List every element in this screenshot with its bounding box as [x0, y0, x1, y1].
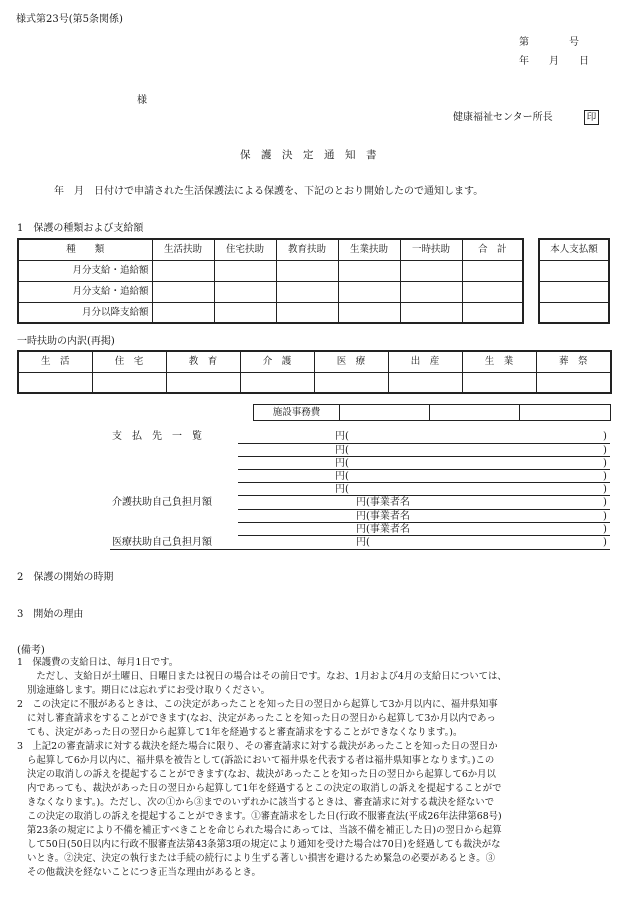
remark-line: 1 保護費の支給日は、毎月1日です。 [17, 657, 179, 668]
amount-cell [214, 302, 276, 323]
addressee-suffix: 様 [137, 95, 147, 106]
care-yen-2: 円(事業者名 [356, 511, 410, 522]
temp-amount-cell [388, 372, 462, 393]
col-header-total: 合 計 [462, 239, 523, 260]
payee-yen-5: 円( [335, 484, 349, 495]
section3-heading: 3 開始の理由 [17, 609, 84, 620]
payee-close-2: ) [603, 445, 607, 456]
payee-line [238, 469, 610, 470]
payee-close-1: ) [603, 431, 607, 442]
self-pay-cell [539, 281, 609, 302]
temporary-breakdown-table [17, 350, 612, 394]
care-close-3: ) [603, 524, 607, 535]
row-label: 月分支給・追給額 [18, 260, 152, 281]
benefit-amount-table [17, 238, 524, 324]
care-yen-3: 円(事業者名 [356, 524, 410, 535]
payee-close-4: ) [603, 471, 607, 482]
intro-text: 年 月 日付けで申請された生活保護法による保護を、下記のとおり開始したので通知します。 [54, 186, 484, 197]
amount-cell [400, 302, 462, 323]
care-close-2: ) [603, 511, 607, 522]
self-pay-table [538, 238, 610, 324]
facility-fee-cell [340, 405, 430, 421]
remark-line: 内であっても、裁決があった日の翌日から起算して1年を経過するとこの決定の取消しの訴えを提起することがで [27, 783, 502, 794]
amount-cell [152, 302, 214, 323]
col-header-type: 種 類 [18, 239, 152, 260]
remark-line: いとき。②決定、決定の執行または手続の続行により生ずる著しい損害を避けるため緊急の必要があるとき。③ [27, 853, 496, 864]
payee-list-label: 支 払 先 一 覧 [112, 431, 202, 442]
medical-copay-label: 医療扶助自己負担月額 [112, 537, 212, 548]
temp-amount-cell [166, 372, 240, 393]
temp-amount-cell [92, 372, 166, 393]
amount-cell [276, 260, 338, 281]
self-pay-header: 本人支払額 [539, 239, 609, 260]
payee-line [238, 456, 610, 457]
medical-yen: 円( [356, 537, 370, 548]
payee-yen-3: 円( [335, 458, 349, 469]
temp-col-occupation: 生 業 [462, 351, 536, 372]
remark-line: 決定の取消しの訴えを提起することができます(なお、裁決があったことを知った日の翌日から起算して6か月以 [27, 769, 496, 780]
amount-cell [152, 281, 214, 302]
temp-col-housing: 住 宅 [92, 351, 166, 372]
amount-cell [462, 302, 523, 323]
payee-yen-4: 円( [335, 471, 349, 482]
col-header-education: 教育扶助 [276, 239, 338, 260]
section1-heading: 1 保護の種類および支給額 [17, 223, 144, 234]
payee-line [238, 443, 610, 444]
seal-stamp: 印 [584, 110, 599, 125]
form-number: 様式第23号(第5条関係) [16, 14, 123, 25]
temp-amount-cell [462, 372, 536, 393]
remark-line: 別途連絡します。期日には忘れずにお受け取りください。 [27, 685, 271, 696]
amount-cell [214, 281, 276, 302]
temp-col-care: 介 護 [240, 351, 314, 372]
amount-cell [338, 281, 400, 302]
temp-col-childbirth: 出 産 [388, 351, 462, 372]
document-title: 保 護 決 定 通 知 書 [240, 149, 377, 161]
care-line [238, 509, 610, 510]
col-header-temporary: 一時扶助 [400, 239, 462, 260]
section2-heading: 2 保護の開始の時期 [17, 572, 114, 583]
remark-line: ら起算して6か月以内に、福井県を被告として(訴訟において福井県を代表する者は福井県知事となります。)この [27, 755, 495, 766]
amount-cell [400, 260, 462, 281]
payee-line [238, 482, 610, 483]
remark-line: その他裁決を経ないことにつき正当な理由があるとき。 [27, 867, 261, 878]
self-pay-cell [539, 260, 609, 281]
amount-cell [276, 302, 338, 323]
row-label: 月分以降支給額 [18, 302, 152, 323]
remark-line: きなくなります。)。ただし、次の①から③までのいずれかに該当するときは、審査請求に対する裁決を経ないで [27, 797, 494, 808]
self-pay-cell [539, 302, 609, 323]
temp-amount-cell [18, 372, 92, 393]
amount-cell [338, 260, 400, 281]
care-close-1: ) [603, 497, 607, 508]
temp-amount-cell [240, 372, 314, 393]
amount-cell [338, 302, 400, 323]
remark-line: に対し審査請求をすることができます(なお、決定があったことを知った日の翌日から起算して3か月以内であっ [27, 713, 496, 724]
remark-line: この決定の取消しの訴えを提起することができます。①審査請求をした日(行政不服審査法(平成26年法律第68号) [27, 811, 502, 822]
payee-yen-1: 円( [335, 431, 349, 442]
medical-close: ) [603, 537, 607, 548]
amount-cell [214, 260, 276, 281]
temp-amount-cell [536, 372, 611, 393]
amount-cell [152, 260, 214, 281]
remarks-heading: (備考) [17, 645, 45, 656]
payee-yen-2: 円( [335, 445, 349, 456]
temp-amount-cell [314, 372, 388, 393]
care-line [238, 522, 610, 523]
remark-line: ただし、支給日が土曜日、日曜日または祝日の場合はその前日です。なお、1月および4月の支給日については、 [27, 671, 507, 682]
temp-col-medical: 医 療 [314, 351, 388, 372]
facility-fee-label: 施設事務費 [254, 405, 340, 421]
payee-line [238, 495, 610, 496]
col-header-housing: 住宅扶助 [214, 239, 276, 260]
issuer-title: 健康福祉センター所長 [453, 112, 553, 123]
medical-line [110, 549, 610, 550]
temp-col-living: 生 活 [18, 351, 92, 372]
remark-line: ても、決定があった日の翌日から起算して1年を経過すると審査請求をすることができなくなります。)。 [27, 727, 463, 738]
col-header-occupation: 生業扶助 [338, 239, 400, 260]
temp-col-education: 教 育 [166, 351, 240, 372]
col-header-living: 生活扶助 [152, 239, 214, 260]
remark-line: して50日(50日以内に行政不服審査法第43条第3項の規定により通知を受けた場合は70日)を経過しても裁決がな [27, 839, 501, 850]
facility-fee-cell [430, 405, 520, 421]
care-yen-1: 円(事業者名 [356, 497, 410, 508]
row-label: 月分支給・追給額 [18, 281, 152, 302]
document-date-line: 年 月 日 [519, 56, 589, 67]
remark-line: 2 この決定に不服があるときは、この決定があったことを知った日の翌日から起算して3か月以内に、福井県知事 [17, 699, 498, 710]
document-number-line: 第 号 [519, 37, 579, 48]
temp-col-funeral: 葬 祭 [536, 351, 611, 372]
remark-line: 3 上記2の審査請求に対する裁決を経た場合に限り、その審査請求に対する裁決があったことを知った日の翌日か [17, 741, 498, 752]
temporary-heading: 一時扶助の内訳(再掲) [17, 336, 115, 347]
facility-fee-cell [520, 405, 611, 421]
payee-close-3: ) [603, 458, 607, 469]
amount-cell [276, 281, 338, 302]
amount-cell [462, 260, 523, 281]
care-copay-label: 介護扶助自己負担月額 [112, 497, 212, 508]
amount-cell [400, 281, 462, 302]
remark-line: 第23条の規定により不備を補正すべきことを命じられた場合にあっては、当該不備を補正した日)の翌日から起算 [27, 825, 502, 836]
payee-close-5: ) [603, 484, 607, 495]
facility-fee-table [253, 404, 611, 421]
care-line [238, 535, 610, 536]
amount-cell [462, 281, 523, 302]
